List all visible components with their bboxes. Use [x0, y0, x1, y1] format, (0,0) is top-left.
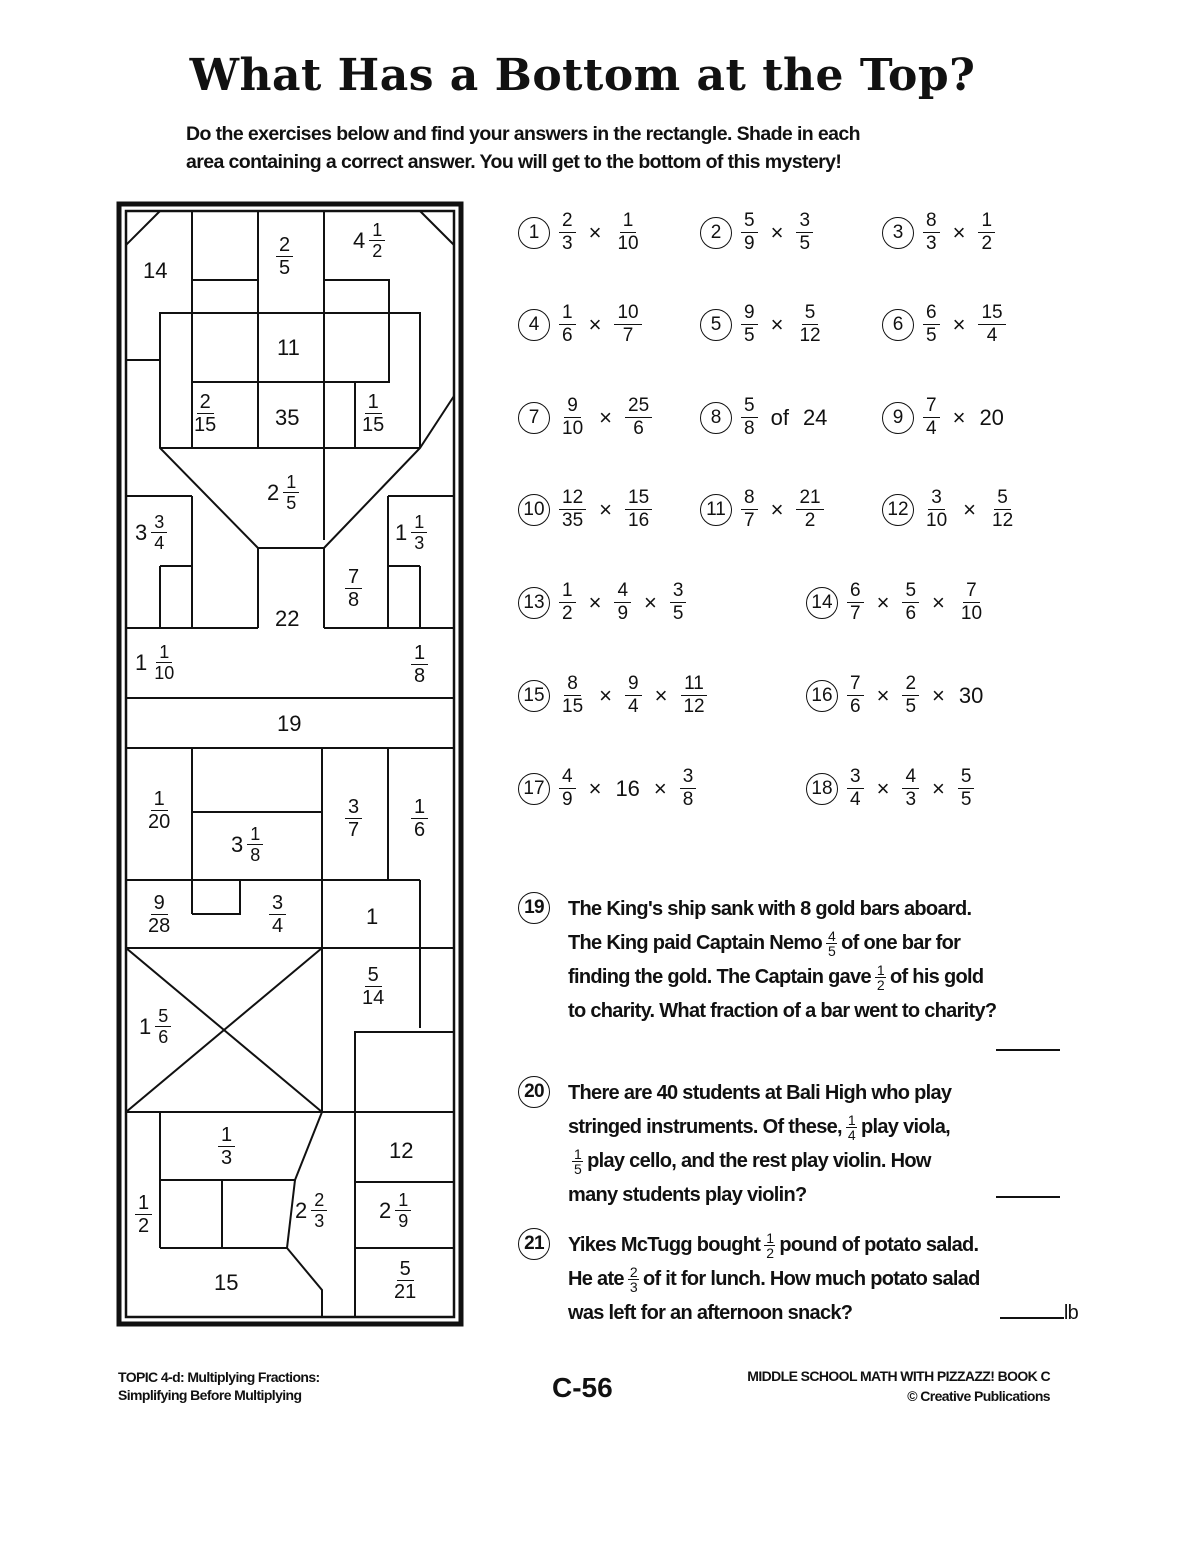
inline-fraction: $\frac{1}{2}$ [876, 962, 884, 994]
numerator: 9 [151, 892, 168, 915]
denominator: 5 [279, 257, 291, 279]
fraction: $\frac{4}{9}$ [614, 580, 631, 625]
fraction: $\frac{5}{6}$ [902, 580, 919, 625]
answer-2-1-9 [379, 1190, 411, 1231]
operator: × [932, 682, 945, 708]
numerator: 1 [151, 788, 168, 811]
problem-text: stringed instruments. Of these, [568, 1116, 842, 1138]
fraction: $\frac{8}{3}$ [923, 210, 940, 255]
fraction: $\frac{11}{12}$ [680, 673, 707, 718]
exercise-number: 10 [518, 494, 550, 526]
fraction: $\frac{6}{5}$ [923, 302, 940, 347]
instructions-line: Do the exercises below and find your answers in the rectangle. Shade in each [186, 123, 860, 145]
problem-number: 19 [518, 892, 550, 924]
whole: 3 [135, 519, 148, 545]
fraction: $\frac{5}{12}$ [992, 487, 1014, 531]
page-number: C-56 [552, 1372, 613, 1403]
fraction: $\frac{4}{3}$ [902, 766, 919, 811]
numerator: 3 [345, 796, 362, 819]
problem-number: 21 [518, 1228, 550, 1260]
numerator: 1 [395, 1190, 411, 1211]
answer-2-15 [191, 391, 219, 436]
numerator: 5 [397, 1258, 414, 1281]
operator: × [963, 496, 976, 522]
operator: × [876, 775, 890, 801]
denominator: 9 [398, 1211, 409, 1231]
problem-text: pound of potato salad. [779, 1234, 979, 1256]
answer-1-2 [135, 1192, 152, 1237]
problem-text: of his gold [889, 966, 984, 988]
operator: × [644, 589, 657, 615]
inline-fraction: $\frac{2}{3}$ [629, 1264, 637, 1296]
denominator: 3 [221, 1147, 233, 1169]
whole: 2 [295, 1197, 308, 1223]
numerator: 1 [411, 796, 428, 819]
exercise-number: 1 [518, 217, 550, 249]
fraction: 5 8 [741, 395, 758, 440]
word-problem-21 [518, 1228, 1078, 1338]
operator: × [588, 311, 602, 337]
exercise-10 [518, 487, 655, 532]
denominator: 5 [286, 493, 297, 513]
fraction: $\frac{1}{2}$ [559, 580, 576, 625]
numerator: 2 [276, 234, 293, 257]
problem-text: The King's ship sank with 8 gold bars aboard. [568, 898, 972, 920]
footer-topic: TOPIC 4-d: Multiplying Fractions: Simplifying Before Multiplying [118, 1369, 320, 1403]
problem-text: of one bar for [841, 932, 961, 954]
numerator: 1 [218, 1124, 235, 1147]
answer-35: 35 [275, 405, 300, 430]
answer-15: 15 [214, 1270, 239, 1295]
exercise-1 [518, 210, 645, 255]
fraction: $\frac{1}{2}$ [978, 210, 995, 255]
answer-1-1-10 [135, 642, 177, 683]
answer-1-1-3 [395, 512, 427, 553]
fraction: $\frac{9}{10}$ [562, 395, 584, 439]
denominator: 20 [148, 811, 171, 833]
exercise-6 [882, 302, 1009, 347]
fraction: $\frac{3}{5}$ [670, 580, 687, 625]
operator: × [932, 589, 945, 615]
exercise-3 [882, 210, 998, 255]
exercise-5 [700, 302, 827, 347]
numerator: 3 [269, 892, 286, 915]
denominator: 6 [158, 1027, 169, 1047]
word-problem-20 [518, 1076, 1078, 1216]
exercise-17 [518, 766, 699, 811]
whole-number: 30 [958, 682, 984, 708]
answer-blank[interactable] [996, 1178, 1060, 1198]
answer-14: 14 [143, 258, 168, 283]
word-problem-19 [518, 892, 1078, 1032]
answer-blank[interactable] [996, 1031, 1060, 1051]
exercise-number: 5 [700, 309, 732, 341]
denominator: 8 [414, 665, 426, 687]
answer-1-6 [411, 796, 428, 841]
numerator: 5 [155, 1006, 171, 1027]
denominator: 15 [362, 414, 385, 436]
whole: 3 [231, 831, 244, 857]
exercise-9 [882, 395, 1008, 440]
operator: × [876, 589, 890, 615]
whole: 1 [135, 649, 148, 675]
exercise-14 [806, 580, 988, 625]
answer-2-2-3 [295, 1190, 327, 1231]
fraction: $\frac{15}{16}$ [625, 487, 652, 532]
fraction: $\frac{7}{4}$ [923, 395, 940, 440]
fraction: $\frac{4}{9}$ [559, 766, 576, 811]
numerator: 2 [311, 1190, 327, 1211]
numerator: 1 [411, 512, 427, 533]
operator: × [770, 311, 784, 337]
denominator: 14 [362, 987, 385, 1009]
fraction: $\frac{10}{7}$ [614, 302, 641, 347]
fraction: $\frac{5}{5}$ [958, 766, 975, 811]
operator: × [654, 682, 668, 708]
whole: 2 [267, 479, 280, 505]
exercise-11 [700, 487, 827, 532]
problem-text: He ate [568, 1268, 624, 1290]
exercise-number: 7 [518, 402, 550, 434]
whole: 1 [395, 519, 408, 545]
operator: × [588, 219, 602, 245]
denominator: 8 [348, 589, 360, 611]
answer-3-4 [269, 892, 286, 937]
whole: 1 [139, 1013, 152, 1039]
answer-1: 1 [366, 904, 379, 929]
exercise-number: 3 [882, 217, 914, 249]
fraction: $\frac{7}{10}$ [960, 580, 983, 624]
denominator: 2 [372, 241, 383, 261]
inline-fraction: $\frac{1}{5}$ [574, 1146, 582, 1178]
fraction: $\frac{25}{6}$ [625, 395, 652, 440]
exercise-number: 6 [882, 309, 914, 341]
denominator: 4 [154, 533, 165, 553]
whole-number: 16 [615, 775, 640, 801]
numerator: 1 [156, 642, 172, 663]
exercise-number: 14 [806, 587, 838, 619]
numerator: 3 [151, 512, 167, 533]
answer-5-14 [359, 964, 387, 1009]
exercise-number: 2 [700, 217, 732, 249]
fraction: $\frac{5}{9}$ [741, 210, 758, 255]
inline-fraction: $\frac{1}{2}$ [766, 1230, 774, 1262]
denominator: 6 [414, 819, 426, 841]
problem-text: The King paid Captain Nemo [568, 932, 823, 954]
operator: × [952, 404, 966, 430]
fraction: $\frac{3}{8}$ [680, 766, 697, 811]
operator: × [599, 496, 612, 522]
operator: of [770, 404, 789, 430]
operator: × [770, 496, 784, 522]
exercise-number: 11 [700, 494, 732, 526]
fraction: $\frac{9}{4}$ [625, 673, 642, 718]
fraction: $\frac{5}{12}$ [799, 302, 821, 346]
numerator: 2 [197, 391, 214, 414]
exercise-4 [518, 302, 645, 347]
answer-22: 22 [275, 606, 300, 631]
fraction: $\frac{9}{5}$ [741, 302, 758, 347]
exercise-number: 17 [518, 773, 550, 805]
operator: × [932, 775, 945, 801]
fraction: $\frac{1}{10}$ [617, 210, 639, 254]
denominator: 3 [414, 533, 425, 553]
answer-9-28 [145, 892, 173, 937]
fraction: $\frac{12}{35}$ [559, 487, 586, 532]
problem-text: finding the gold. The Captain gave [568, 966, 871, 988]
whole-number: 24 [802, 404, 828, 430]
answer-1-5-6 [139, 1006, 171, 1047]
instructions [186, 120, 986, 176]
exercise-13 [518, 580, 689, 625]
exercise-2 [700, 210, 816, 255]
operator: × [653, 775, 667, 801]
fraction: $\frac{6}{7}$ [847, 580, 864, 625]
fraction: $\frac{8}{7}$ [741, 487, 758, 532]
problem-text: of it for lunch. How much potato salad [642, 1268, 980, 1290]
operator: × [770, 219, 784, 245]
exercise-number: 9 [882, 402, 914, 434]
numerator: 1 [365, 391, 382, 414]
answer-3-3-4 [135, 512, 167, 553]
answer-5-21 [391, 1258, 419, 1303]
denominator: 28 [148, 915, 171, 937]
unit-label: lb [1063, 1302, 1078, 1324]
inline-fraction: $\frac{1}{4}$ [847, 1112, 855, 1144]
fraction: $\frac{15}{4}$ [978, 302, 1005, 347]
operator: × [588, 589, 602, 615]
answer-1-15 [359, 391, 387, 436]
answer-3-1-8 [231, 824, 263, 865]
answer-19: 19 [277, 711, 302, 736]
fraction: $\frac{8}{15}$ [562, 673, 584, 717]
instructions-line: area containing a correct answer. You will get to the bottom of this mystery! [186, 151, 842, 173]
exercise-18 [806, 766, 977, 811]
problem-number: 20 [518, 1076, 550, 1108]
answer-3-7 [345, 796, 362, 841]
denominator: 4 [272, 915, 284, 937]
numerator: 1 [369, 220, 385, 241]
problem-text: was left for an afternoon snack? [568, 1302, 853, 1324]
operator: × [588, 775, 602, 801]
denominator: 2 [138, 1215, 150, 1237]
operator: × [952, 311, 966, 337]
fraction: $\frac{2}{5}$ [902, 673, 919, 718]
numerator: 5 [365, 964, 382, 987]
problem-text: There are 40 students at Bali High who play [568, 1082, 952, 1104]
exercise-number: 16 [806, 680, 838, 712]
exercise-16 [806, 673, 987, 718]
answer-7-8 [345, 566, 362, 611]
answer-1-3 [218, 1124, 235, 1169]
numerator: 1 [283, 472, 299, 493]
answer-1-20 [145, 788, 173, 833]
operator: × [599, 404, 612, 430]
numerator: 1 [411, 642, 428, 665]
answer-2-1-5 [267, 472, 299, 513]
problem-text: play cello, and the rest play violin. How [587, 1150, 931, 1172]
fraction: $\frac{21}{2}$ [796, 487, 823, 532]
footer-book: MIDDLE SCHOOL MATH WITH PIZZAZZ! BOOK C © Creative Publications [747, 1368, 1050, 1404]
operator: × [876, 682, 890, 708]
denominator: 10 [154, 663, 175, 683]
problem-text: to charity. What fraction of a bar went to charity? [568, 1000, 997, 1022]
denominator: 3 [314, 1211, 325, 1231]
problem-text: Yikes McTugg bought [568, 1234, 761, 1256]
answer-11: 11 [277, 335, 300, 360]
problem-text: many students play violin? [568, 1184, 807, 1206]
fraction: $\frac{3}{5}$ [796, 210, 813, 255]
puzzle-rectangle [115, 200, 465, 1328]
answer-4-1-2 [353, 220, 385, 261]
fraction: $\frac{2}{3}$ [559, 210, 576, 255]
exercise-number: 18 [806, 773, 838, 805]
numerator: 1 [135, 1192, 152, 1215]
whole-number: 20 [979, 404, 1004, 430]
problem-text: play viola, [861, 1116, 951, 1138]
denominator: 8 [250, 845, 261, 865]
exercise-number: 12 [882, 494, 914, 526]
exercise-7 [518, 395, 655, 440]
answer-12: 12 [389, 1138, 414, 1163]
denominator: 15 [194, 414, 217, 436]
exercise-number: 13 [518, 587, 550, 619]
exercise-8 [700, 395, 831, 440]
exercise-number: 8 [700, 402, 732, 434]
exercise-number: 15 [518, 680, 550, 712]
worksheet-title: What Has a Bottom at the Top? [189, 50, 976, 101]
denominator: 7 [348, 819, 360, 841]
inline-fraction: $\frac{4}{5}$ [828, 928, 836, 960]
fraction: $\frac{7}{6}$ [847, 673, 864, 718]
whole: 4 [353, 227, 366, 253]
fraction: $\frac{1}{6}$ [559, 302, 576, 347]
answer-2-5 [276, 234, 293, 279]
exercise-number: 4 [518, 309, 550, 341]
numerator: 1 [247, 824, 263, 845]
operator: × [599, 682, 612, 708]
fraction: $\frac{3}{10}$ [926, 487, 948, 531]
numerator: 7 [345, 566, 362, 589]
operator: × [952, 219, 966, 245]
exercise-15 [518, 673, 711, 718]
exercise-12 [882, 487, 1019, 532]
whole: 2 [379, 1197, 392, 1223]
answer-1-8 [411, 642, 428, 687]
fraction: $\frac{3}{4}$ [847, 766, 864, 811]
answer-blank[interactable] [1000, 1299, 1064, 1319]
denominator: 21 [394, 1281, 417, 1303]
